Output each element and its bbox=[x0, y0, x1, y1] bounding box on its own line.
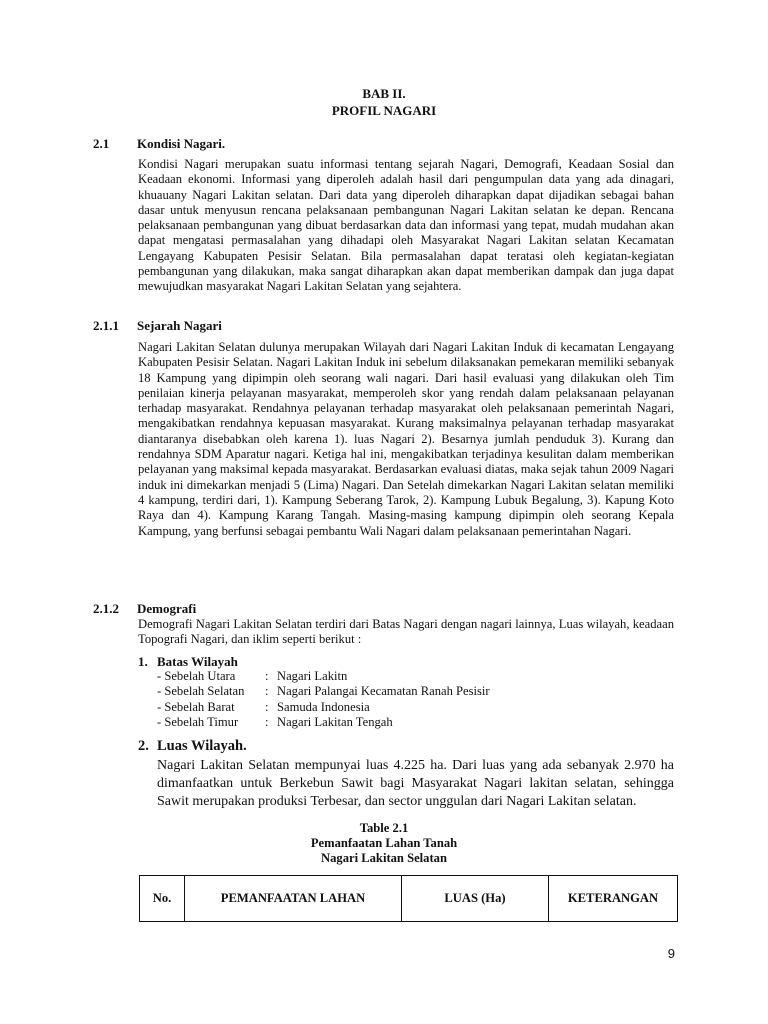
border-list bbox=[157, 669, 490, 730]
border-direction: - Sebelah Selatan bbox=[157, 684, 245, 699]
section-title: Sejarah Nagari bbox=[137, 318, 222, 333]
header-cell-no: No. bbox=[140, 876, 185, 922]
border-separator: : bbox=[265, 684, 269, 699]
border-separator: : bbox=[265, 669, 269, 683]
section-number: 2.1 bbox=[93, 136, 110, 151]
paragraph-sejarah: Nagari Lakitan Selatan dulunya merupakan Wilayah dari Nagari Lakitan Induk di kecamatan Lengayang Kabupaten Pesisir Selatan. Nagari Lakitan Induk ini sebelum dilaksanakan pemekaran memiliki sebanyak 18 Kampung yang dipimpin oleh seorang wali nagari. Dari hasil evaluasi yang dilakukan oleh Tim penilaian kinerja pelayanan masyarakat, memperoleh skor yang rendah dalam pelaksanaan pelayanan terhadap masyarakat. Rendahnya pelayanan terhadap masyarakat oleh pelaksanaan pemerintah Nagari, mengakibatkan rendahnya kepuasan masyarakat. Kurang maksimalnya pelayanan terhadap masyarakat diantaranya disebabkan oleh karena 1). luas Nagari 2). Besarnya jumlah penduduk 3). Kurang dan rendahnya SDM Aparatur nagari. Ketiga hal ini, mengakibatkan terjadinya kesulitan dalam memberikan pelayanan yang maksimal kepada masyarakat. Berdasarkan evaluasi diatas, maka sejak tahun 2009 Nagari induk ini dimekarkan menjadi 5 (Lima) Nagari. Dan Setelah dimekarkan Nagari Lakitan selatan memiliki 4 kampung, terdiri dari, 1). Kampung Seberang Tarok, 2). Kampung Lubuk Begalung, 3). Kapung Koto Raya dan 4). Kampung Karang Tangah. Masing-masing kampung dipimpin oleh seorang Kepala Kampung, yang berfunsi sebagai pembantu Wali Nagari dalam pelaksanaan pemerintahan Nagari. bbox=[138, 340, 674, 538]
chapter-label: BAB II. bbox=[362, 86, 406, 101]
chapter-title: PROFIL NAGARI bbox=[331, 103, 437, 118]
list-title: Luas Wilayah. bbox=[157, 738, 247, 754]
border-row-timur bbox=[157, 715, 490, 730]
paragraph-luas: Nagari Lakitan Selatan mempunyai luas 4.225 ha. Dari luas yang ada sebanyak 2.970 ha dimanfaatkan untuk Berkebun Sawit bagi Masyarakat Nagari lakitan selatan, sehingga Sawit merupakan produksi Terbesar, dan sector unggulan dari Nagari Lakitan selatan. bbox=[157, 758, 674, 809]
table-caption-number: Table 2.1 bbox=[359, 821, 409, 835]
border-direction: - Sebelah Timur bbox=[157, 714, 239, 729]
list-heading-luas bbox=[138, 738, 247, 755]
border-value: Nagari Palangai Kecamatan Ranah Pesisir bbox=[277, 684, 490, 699]
border-row-utara bbox=[157, 669, 490, 684]
border-direction: - Sebelah Barat bbox=[157, 699, 235, 714]
header-cell-luas: LUAS (Ha) bbox=[402, 876, 549, 922]
border-separator: : bbox=[265, 699, 269, 714]
section-heading-demografi bbox=[93, 601, 196, 617]
border-value: Samuda Indonesia bbox=[277, 699, 370, 714]
list-heading-batas bbox=[138, 654, 238, 670]
list-number: 1. bbox=[138, 654, 148, 669]
border-value: Nagari Lakitn bbox=[277, 669, 348, 683]
border-row-selatan bbox=[157, 684, 490, 699]
paragraph-demografi: Demografi Nagari Lakitan Selatan terdiri dari Batas Nagari dengan nagari lainnya, Luas wilayah, keadaan Topografi Nagari, dan iklim seperti berikut : bbox=[138, 617, 674, 647]
list-title: Batas Wilayah bbox=[157, 654, 238, 669]
section-title: Demografi bbox=[137, 601, 197, 616]
section-heading-kondisi bbox=[93, 136, 225, 152]
header-cell-keterangan: KETERANGAN bbox=[549, 876, 678, 922]
paragraph-kondisi: Kondisi Nagari merupakan suatu informasi tentang sejarah Nagari, Demografi, Keadaan Sosial dan Keadaan ekonomi. Informasi yang diperoleh adalah hasil dari pengumpulan data yang ada dinagari, khuauany Nagari Lakitan selatan. Dari data yang diperoleh diharapkan dapat dijadikan sebagai bahan dasar untuk menyusun rencana pelaksanaan pembangunan Nagari Lakitan selatan ke depan. Rencana pelaksanaan pembangunan yang dibuat berdasarkan data dan informasi yang tepat, mudah mudahan akan dapat mengatasi permasalahan yang dihadapi oleh Masyarakat Nagari Lakitan selatan Kecamatan Lengayang Kabupaten Pesisir Selatan. Bila permasalahan dapat teratasi oleh kegiatan-kegiatan pembangunan yang dilakukan, maka sangat diharapkan akan dapat memberikan dampak dan juga dapat mewujudkan masyarakat Nagari Lakitan Selatan yang sejahtera. bbox=[138, 157, 674, 294]
section-title: Kondisi Nagari. bbox=[137, 136, 226, 151]
header-cell-pemanfaatan: PEMANFAATAN LAHAN bbox=[185, 876, 402, 922]
border-direction: - Sebelah Utara bbox=[157, 669, 236, 683]
border-value: Nagari Lakitan Tengah bbox=[277, 714, 393, 729]
table-caption-subtitle: Nagari Lakitan Selatan bbox=[321, 851, 447, 865]
section-number: 2.1.1 bbox=[93, 318, 119, 333]
border-separator: : bbox=[265, 714, 269, 729]
table-caption-title: Pemanfaatan Lahan Tanah bbox=[310, 836, 458, 850]
page-number: 9 bbox=[667, 946, 675, 961]
land-use-table bbox=[139, 875, 678, 922]
section-number: 2.1.2 bbox=[93, 601, 119, 616]
list-number: 2. bbox=[138, 738, 149, 754]
section-heading-sejarah bbox=[93, 318, 222, 334]
border-row-barat bbox=[157, 700, 490, 715]
table-header-row bbox=[140, 876, 678, 922]
